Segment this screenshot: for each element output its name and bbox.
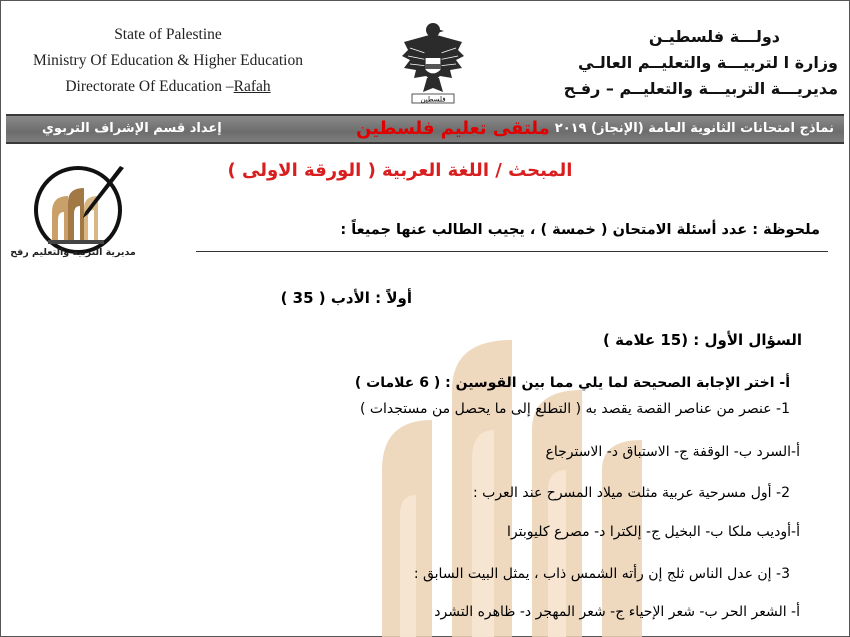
item-1-stem: 1- عنصر من عناصر القصة يقصد به ( التطلع إلى ما يحصل من مستجدات ) [359,401,790,417]
header-ar-line3: مديريـــة التربيـــة والتعليــم – رفـح [563,79,838,98]
banner-prepared-by: إعداد قسم الإشراف التربوي [42,121,222,136]
exam-subject-title: المبحث / اللغة العربية ( الورقة الاولى ) [227,160,573,181]
item-1-options: أ-السرد ب- الوقفة ج- الاستباق د- الاسترجاع [545,444,800,460]
emblem-caption: فلسطين [420,95,446,104]
palestine-eagle-emblem-icon [398,12,468,112]
question-heading: السؤال الأول : (15 علامة ) [603,331,802,349]
header-arabic [518,24,838,102]
logo-caption: مديرية التربية والتعليم رفح [10,247,136,258]
exam-note: ملحوظة : عدد أسئلة الامتحان ( خمسة ) ، يجيب الطالب عنها جميعاً : [340,222,820,238]
title-banner [6,114,844,144]
item-2-options: أ-أوديب ملكا ب- البخيل ج- إلكترا د- مصرع كليوبترا [507,524,800,540]
divider-line [196,251,828,252]
item-3-options: أ- الشعر الحر ب- شعر الإحياء ج- شعر المهجر د- ظاهره التشرد [434,604,800,620]
header-en-line1: State of Palestine [114,26,222,43]
header-english [8,22,328,100]
banner-site-name: ملتقى تعليم فلسطين [356,118,550,139]
section-heading: أولاً : الأدب ( 35 ) [280,289,412,307]
header-en-line3-prefix: Directorate Of Education – [65,78,234,95]
item-3-stem: 3- إن عدل الناس ثلج إن رأته الشمس ذاب ، يمثل البيت السابق : [413,566,790,582]
watermark-logo [372,300,672,637]
header-ar-line1: دولـــة فلسطيـن [648,27,780,46]
header-ar-line2: وزارة ا لتربيـــة والتعليــم العالـي [578,53,838,72]
header-en-line3 [8,74,328,100]
item-2-stem: 2- أول مسرحية عربية مثلت ميلاد المسرح عند العرب : [472,485,790,501]
question-instruction: أ- اختر الإجابة الصحيحة لما يلي مما بين القوسين : ( 6 علامات ) [354,375,790,391]
banner-exam-models: نماذج امتحانات الثانوية العامة (الإنجاز) ٢٠١٩ [554,121,834,136]
directorate-logo-icon [28,162,128,254]
header-en-line3-place: Rafah [233,78,271,95]
header-en-line2: Ministry Of Education & Higher Education [33,52,303,69]
